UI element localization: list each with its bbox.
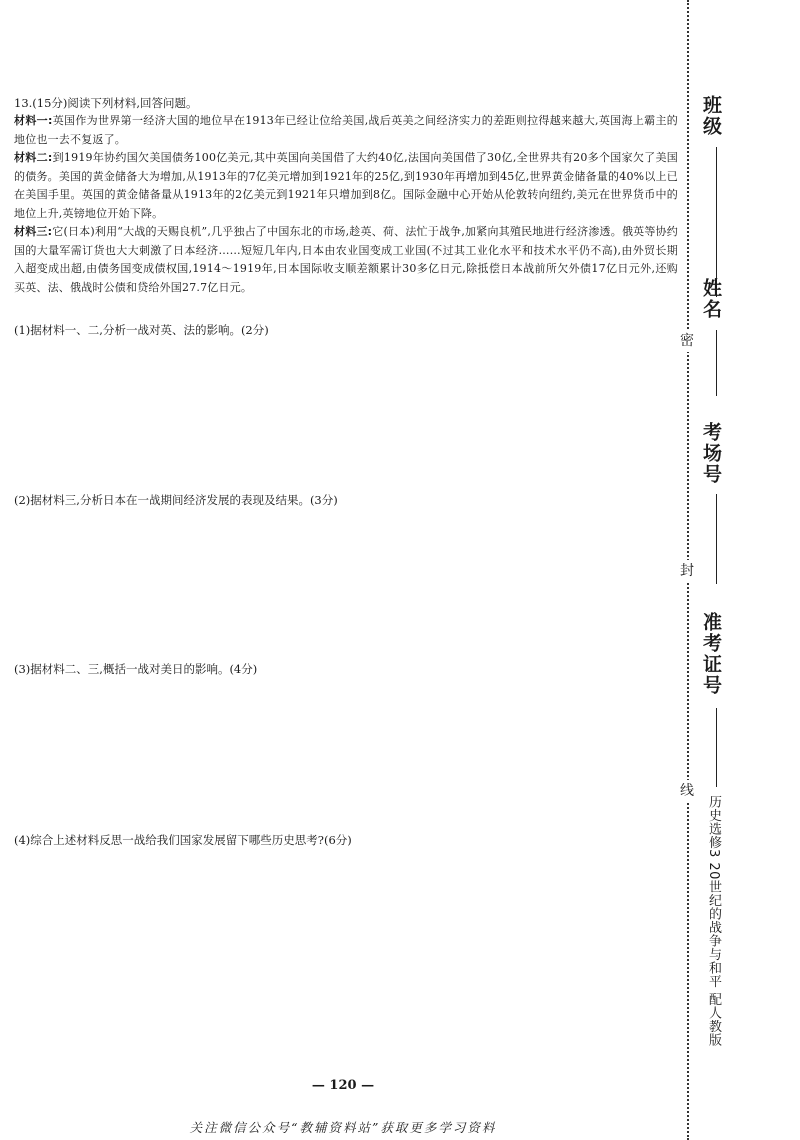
page-number: — 120 — bbox=[311, 1078, 375, 1093]
name-field bbox=[696, 278, 736, 396]
subquestion-2: (2)据材料三,分析日本在一战期间经济发展的表现及结果。(3分) bbox=[14, 493, 338, 507]
class-line bbox=[716, 147, 717, 297]
class-field bbox=[696, 95, 736, 300]
seal-mark-feng: 封 bbox=[676, 560, 698, 582]
exam-room-field bbox=[696, 422, 736, 584]
question-header: 13.(15分)阅读下列材料,回答问题。 bbox=[14, 96, 198, 110]
exam-room-line bbox=[716, 494, 717, 584]
admission-ticket-field bbox=[696, 612, 736, 787]
material-1-text: 英国作为世界第一经济大国的地位早在1913年已经让位给美国,战后英美之间经济实力的差距则拉得越来越大,英国海上霸主的地位也一去不复返了。 bbox=[14, 114, 678, 146]
material-2-text: 到1919年协约国欠美国债务100亿美元,其中英国向美国借了大约40亿,法国向美国借了30亿,全世界共有20多个国家欠了美国的债务。美国的黄金储备大为增加,从1913年的7亿美元增加到1921年的25亿,到1930年再增加到45亿,世界黄金储备量的40%以上已在美国手里。英国的黄金储备量从1913年的2亿美元到1921年只增加到8亿。国际金融中心开始从伦敦转向纽约,美元在世界货币中的地位上升,英镑地位开始下降。 bbox=[14, 151, 678, 220]
seal-mark-mi: 密 bbox=[676, 330, 698, 352]
name-line bbox=[716, 330, 717, 396]
class-label: 班级 bbox=[700, 95, 722, 137]
name-label: 姓名 bbox=[700, 278, 722, 320]
material-2-label: 材料二: bbox=[14, 151, 53, 164]
material-3-text: 它(日本)利用“大战的天赐良机”,几乎独占了中国东北的市场,趁英、荷、法忙于战争,加紧向其殖民地进行经济渗透。俄英等协约国的大量军需订货也大大刺激了日本经济……短短几年内,日本由农业国变成工业国(不过其工业化水平和技术水平仍不高),由外贸长期入超变成出超,由债务国变成债权国,1914～1919年,日本国际收支顺差额累计30多亿日元,除抵偿日本战前所欠外债17亿日元外,还购买英、法、俄战时公债和贷给外国27.7亿日元。 bbox=[14, 225, 678, 294]
book-info: 历史选修3 20世纪的战争与和平 配人教版 bbox=[706, 795, 721, 1047]
admission-ticket-line bbox=[716, 708, 717, 787]
material-1-label: 材料一: bbox=[14, 114, 53, 127]
admission-ticket-label: 准考证号 bbox=[700, 612, 722, 696]
question-block bbox=[14, 94, 678, 297]
subquestion-3: (3)据材料二、三,概括一战对美日的影响。(4分) bbox=[14, 662, 258, 676]
exam-room-label: 考场号 bbox=[700, 422, 722, 485]
material-1 bbox=[14, 112, 678, 149]
footer-note: 关注微信公众号“教辅资料站”获取更多学习资料 bbox=[189, 1120, 497, 1135]
material-3-label: 材料三: bbox=[14, 225, 53, 238]
subquestion-4: (4)综合上述材料反思一战给我们国家发展留下哪些历史思考?(6分) bbox=[14, 833, 352, 847]
material-3 bbox=[14, 223, 678, 297]
seal-mark-xian: 线 bbox=[676, 780, 698, 802]
subquestion-1: (1)据材料一、二,分析一战对英、法的影响。(2分) bbox=[14, 323, 269, 337]
material-2 bbox=[14, 149, 678, 223]
